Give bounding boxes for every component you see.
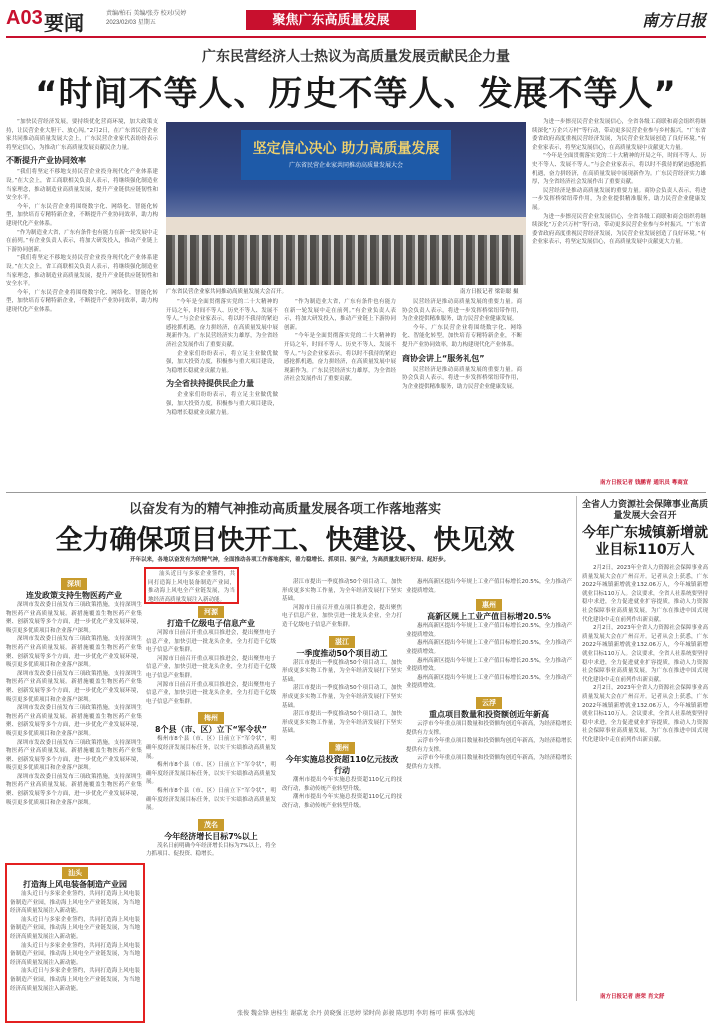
stage-screen (241, 130, 451, 180)
city-tag-shenzhen: 深圳 (61, 578, 87, 590)
story1-column-right (532, 118, 706, 473)
section-body: 云浮市今年重点项目数量和投资额均创近年新高，为经济稳增长提供有力支撑。 (406, 738, 572, 753)
highlighted-paragraph (144, 567, 239, 604)
story1-paragraph: “我们将坚定不移地支持民营企业投身现代化产业体系建设。”在大会上，省工商联相关负责人表示，将继续强化制造业当家理念，推动制造业高质量发展，提升产业链供应链韧性和安全水平。 (6, 255, 158, 288)
date-meta: 2023/02/03 星期五 (106, 20, 156, 26)
story1-paragraph: 民营经济是推动高质量发展的重要力量。商协会负责人表示，将进一步发挥桥梁纽带作用，为企业提供精准服务，助力民营企业健康发展。 (402, 299, 522, 323)
story2-column-3 (282, 578, 402, 1003)
section-body: 惠州高新区提出今年规上工业产值目标增长20.5%，全力推动产业提质增效。 (406, 674, 572, 690)
divider (6, 492, 706, 493)
page-number: A03 (6, 7, 43, 29)
section-body: 汕头近日与多家企业签约，共同打造海上风电装备制造产业园，推动海上风电全产业链发展，为当地经济高质量发展注入新动能。 (10, 942, 140, 966)
section-body: 深圳市发改委日前发布三项政策措施，支持深圳生物医药产业高质量发展。新措施覆盖生物医药产业集聚、创新发展等多个方面，进一步优化产业发展环境，吸引更多优质项目和企业落户深圳。 (6, 670, 142, 703)
section-body: 河源市日前召开重点项目推进会，提出聚焦电子信息产业，加快引进一批龙头企业，全力打造千亿级电子信息产业集群。 (146, 630, 276, 654)
section-body: 惠州高新区提出今年规上工业产值目标增长20.5%，全力推动产业提质增效。 (406, 623, 572, 638)
story1-lead: “加快民营经济发展，要持续优化营商环境，加大政策支持，让民营企业大胆干、放心闯。”2月2日，在广东省民营企业家共同推动高质量发展大会上，广东民营企业家代表纷纷表示将坚定信心，为推动广东高质量发展贡献民企力量。 (6, 119, 158, 151)
screen-subtitle: 广东省民营企业家共同推动高质量发展大会 (288, 162, 403, 169)
section-body: 汕头近日与多家企业签约，共同打造海上风电装备制造产业园，推动海上风电全产业链发展，为当地经济高质量发展注入新动能。 (10, 891, 140, 915)
city-tag-heyuan: 河源 (198, 606, 224, 618)
section-body: 湛江市提出一季度推动50个项目动工，加快形成更多实物工作量，为全年经济发展打下坚实基础。 (282, 711, 402, 735)
story1-paragraph: 民营经济是推动高质量发展的重要力量。商协会负责人表示，将进一步发挥桥梁纽带作用，为企业提供精准服务，助力民营企业健康发展。 (532, 187, 706, 211)
story3-body (582, 564, 708, 988)
story1-paragraph: 为进一步擦亮民营企业发展信心，全省各级工商联和商会组织将继续深化“万企兴万村”等行动，带动更多民营企业参与乡村振兴。“广东省委省政府高度重视民营经济发展，为民营企业发展创造了良好环境。”有企业家表示，将坚定发展信心，在高质量发展中贡献更大力量。 (532, 213, 706, 246)
story3-paragraph: 2月2日，2023年全省人力资源社会保障事业高质量发展大会在广州召开。记者从会上获悉，广东2022年城镇新增就业132.06万人，今年城镇新增就业目标110万人。会议要求，全省人社系统要坚持稳中求进，全力促进就业扩容提质，推动人力资源社会保障事业高质量发展，为广东在推进中国式现代化建设中走在前列作出新贡献。 (582, 685, 708, 743)
section-body: 湛江市提出一季度推动50个项目动工，加快形成更多实物工作量，为全年经济发展打下坚实基础。 (282, 579, 402, 603)
story1-paragraph: “作为制造业大省，广东有条件也有能力在新一轮发展中走在前列。”有企业负责人表示，将加大研发投入，推动产业链上下游协同创新。 (284, 299, 396, 331)
city-tag-shantou: 汕头 (62, 867, 88, 879)
story2-column-2 (146, 606, 276, 1003)
section-title-shantou: 打造海上风电装备制造产业园 (23, 880, 127, 889)
section-name: 要闻 (44, 13, 84, 35)
section-body: 梅州市8个县（市、区）日前立下“军令状”，明确年度经济发展目标任务，以实干实绩推动高质量发展。 (146, 787, 276, 812)
story2-column-4 (406, 578, 572, 1003)
section-body: 茂名日前明确今年经济增长目标为7%以上，将全力抓项目、促投资、稳增长。 (146, 842, 276, 858)
section-body: 深圳市发改委日前发布三项政策措施，支持深圳生物医药产业高质量发展。新措施覆盖生物医药产业集聚、创新发展等多个方面，进一步优化产业发展环境，吸引更多优质项目和企业落户深圳。 (6, 773, 142, 806)
editor-meta: 责编/柏石 美编/张芬 校对/吴婷 (106, 11, 187, 17)
section-body: 惠州高新区提出今年规上工业产值目标增长20.5%，全力推动产业提质增效。 (406, 640, 572, 655)
story1-subhead-2: 为全省扶持提供民企力量 (166, 379, 254, 389)
story1-subhead-3: 商协会讲上“服务礼包” (402, 353, 485, 363)
stage (166, 217, 526, 235)
topic-banner: 聚焦广东高质量发展 (246, 10, 416, 30)
section-body: 深圳市发改委日前发布三项政策措施，支持深圳生物医药产业高质量发展。新措施覆盖生物医药产业集聚、创新发展等多个方面，进一步优化产业发展环境，吸引更多优质项目和企业落户深圳。 (6, 739, 142, 772)
story1-column-4 (402, 298, 522, 488)
section-title-zhanjiang: 一季度推动50个项目动工 (296, 648, 388, 658)
city-tag-meizhou: 梅州 (198, 712, 224, 724)
story2-lead: 开年以来，各地以奋发有为的精气神，全面推动各项工作落地落实，着力稳增长、抓项目、强产业，为高质量发展开好局、起好步。 (130, 557, 450, 563)
section-body: 深圳市发改委日前发布三项政策措施，支持深圳生物医药产业高质量发展。新措施覆盖生物医药产业集聚、创新发展等多个方面，进一步优化产业发展环境，吸引更多优质项目和企业落户深圳。 (6, 602, 142, 634)
story1-column-2 (166, 298, 278, 488)
section-title-chaozhou: 今年实施总投资超110亿元技改行动 (285, 754, 399, 775)
story1-headline: “时间不等人、历史不等人、发展不等人” (35, 74, 677, 114)
story1-subhead-1: 不断提升产业协同效率 (6, 156, 86, 166)
story1-paragraph: 企业家们纷纷表示，将立足主业做优做强，加大投资力度，积极参与重大项目建设，为稳增长稳就业贡献力量。 (166, 350, 278, 374)
story3-kicker: 全省人力资源社会保障事业高质量发展大会召开 (582, 500, 709, 521)
section-title-heyuan: 打造千亿级电子信息产业 (167, 619, 255, 628)
story1-paragraph: “我们将坚定不移地支持民营企业投身现代化产业体系建设。”在大会上，省工商联相关负责人表示，将继续强化制造业当家理念，推动制造业高质量发展，提升产业链供应链韧性和安全水平。 (6, 169, 158, 202)
story3-byline: 南方日报记者 唐荣 肖文舒 (600, 994, 665, 1000)
section-body: 梅州市8个县（市、区）日前立下“军令状”，明确年度经济发展目标任务，以实干实绩推动高质量发展。 (146, 736, 276, 760)
section-body: 惠州高新区提出今年规上工业产值目标增长20.5%，全力推动产业提质增效。 (406, 579, 572, 594)
story1-paragraph: 今年，广东民营企业将围绕数字化、网络化、智能化转型，加快培育专精特新企业，不断提升产业协同效率，助力构建现代化产业体系。 (6, 289, 158, 313)
story3-paragraph: 2月2日，2023年全省人力资源社会保障事业高质量发展大会在广州召开。记者从会上获悉，广东2022年城镇新增就业132.06万人，今年城镇新增就业目标110万人。会议要求，全省人社系统要坚持稳中求进，全力促进就业扩容提质，推动人力资源社会保障事业高质量发展，为广东在推进中国式现代化建设中走在前列作出新贡献。 (582, 565, 708, 623)
city-tag-maoming: 茂名 (198, 819, 224, 831)
section-body: 惠州高新区提出今年规上工业产值目标增长20.5%，全力推动产业提质增效。 (406, 657, 572, 673)
section-body: 云浮市今年重点项目数量和投资额均创近年新高，为经济稳增长提供有力支撑。 (406, 755, 572, 770)
story1-byline: 南方日报记者 钱鹏青 通讯员 粤商宣 (600, 480, 689, 486)
photo-credit: 南方日报记者 梁钜聪 摄 (460, 289, 519, 295)
city-tag-zhanjiang: 湛江 (329, 636, 355, 648)
story1-paragraph: “今年是全面贯彻落实党的二十大精神的开局之年，时间不等人、历史不等人、发展不等人。”与会企业家表示，将以时不我待的紧迫感抢抓机遇，奋力拼经济，在高质量发展中展现新作为。广东民营经济实力雄厚，为全省经济社会发展作出了重要贡献。 (166, 299, 278, 348)
photo-caption: 广东省民营企业家共同推动高质量发展大会召开。 (166, 289, 288, 295)
story1-paragraph: 民营经济是推动高质量发展的重要力量。商协会负责人表示，将进一步发挥桥梁纽带作用，为企业提供精准服务，助力民营企业健康发展。 (402, 366, 522, 390)
story1-column-left (6, 118, 158, 488)
section-body: 深圳市发改委日前发布三项政策措施，支持深圳生物医药产业高质量发展。新措施覆盖生物医药产业集聚、创新发展等多个方面，进一步优化产业发展环境，吸引更多优质项目和企业落户深圳。 (6, 636, 142, 669)
section-body: 云浮市今年重点项目数量和投资额均创近年新高，为经济稳增长提供有力支撑。 (406, 720, 572, 736)
city-tag-huizhou: 惠州 (476, 599, 502, 611)
section-body: 河源市日前召开重点项目推进会，提出聚焦电子信息产业，加快引进一批龙头企业，全力打造千亿级电子信息产业集群。 (282, 604, 402, 628)
story1-column-3 (284, 298, 396, 488)
column-divider (576, 496, 577, 1001)
section-body: 汕头近日与多家企业签约，共同打造海上风电装备制造产业园，推动海上风电全产业链发展，为当地经济高质量发展注入新动能。 (148, 571, 235, 602)
story1-paragraph: 今年，广东民营企业将围绕数字化、网络化、智能化转型，加快培育专精特新企业，不断提升产业协同效率，助力构建现代化产业体系。 (402, 324, 522, 348)
city-tag-chaozhou: 潮州 (329, 742, 355, 754)
story3-paragraph: 2月2日，2023年全省人力资源社会保障事业高质量发展大会在广州召开。记者从会上获悉，广东2022年城镇新增就业132.06万人，今年城镇新增就业目标110万人。会议要求，全省人社系统要坚持稳中求进，全力促进就业扩容提质，推动人力资源社会保障事业高质量发展，为广东在推进中国式现代化建设中走在前列作出新贡献。 (582, 625, 708, 683)
section-body: 梅州市8个县（市、区）日前立下“军令状”，明确年度经济发展目标任务，以实干实绩推动高质量发展。 (146, 762, 276, 786)
story1-paragraph: 企业家们纷纷表示，将立足主业做优做强，加大投资力度，积极参与重大项目建设，为稳增长稳就业贡献力量。 (166, 392, 278, 416)
story3-headline: 今年广东城镇新增就业目标110万人 (582, 525, 708, 558)
section-title-shenzhen: 连发政策支持生物医药产业 (26, 591, 122, 600)
section-body: 汕头近日与多家企业签约，共同打造海上风电装备制造产业园，推动海上风电全产业链发展，为当地经济高质量发展注入新动能。 (10, 968, 140, 992)
section-title-huizhou: 高新区规上工业产值目标增20.5% (427, 612, 551, 622)
footer-credits: 张俊 魏金锋 唐桂生 谢嘉龙 余丹 黄晓强 汪思婷 梁时尚 彭骏 陈思明 李玥 杨可 崔琪 张冰纯 (237, 1011, 475, 1017)
section-body: 湛江市提出一季度推动50个项目动工，加快形成更多实物工作量，为全年经济发展打下坚实基础。 (282, 659, 402, 683)
section-title-meizhou: 8个县（市、区）立下“军令状” (154, 725, 268, 735)
section-body: 深圳市发改委日前发布三项政策措施，支持深圳生物医药产业高质量发展。新措施覆盖生物医药产业集聚、创新发展等多个方面，进一步优化产业发展环境，吸引更多优质项目和企业落户深圳。 (6, 705, 142, 737)
highlighted-section-shantou (5, 863, 145, 1023)
conference-photo (166, 122, 526, 285)
story1-paragraph: “今年是全面贯彻落实党的二十大精神的开局之年，时间不等人、历史不等人、发展不等人。”与会企业家表示，将以时不我待的紧迫感抢抓机遇，奋力拼经济，在高质量发展中展现新作为。广东民营经济实力雄厚，为全省经济社会发展作出了重要贡献。 (532, 153, 706, 186)
audience (166, 235, 526, 285)
section-title-yunfu: 重点项目数量和投资额创近年新高 (429, 709, 549, 719)
newspaper-logo: 南方日报 (641, 11, 706, 30)
screen-title: 坚定信心决心 助力高质量发展 (252, 141, 440, 157)
story1-paragraph: 今年，广东民营企业将围绕数字化、网络化、智能化转型，加快培育专精特新企业，不断提升产业协同效率，助力构建现代化产业体系。 (6, 203, 158, 227)
section-body: 汕头近日与多家企业签约，共同打造海上风电装备制造产业园，推动海上风电全产业链发展，为当地经济高质量发展注入新动能。 (10, 916, 140, 940)
story1-paragraph: 为进一步擦亮民营企业发展信心，全省各级工商联和商会组织将继续深化“万企兴万村”等行动，带动更多民营企业参与乡村振兴。“广东省委省政府高度重视民营经济发展，为民营企业发展创造了良好环境。”有企业家表示，将坚定发展信心，在高质量发展中贡献更大力量。 (532, 119, 706, 151)
section-body: 河源市日前召开重点项目推进会，提出聚焦电子信息产业，加快引进一批龙头企业，全力打造千亿级电子信息产业集群。 (146, 681, 276, 705)
section-body: 潮州市提出今年实施总投资超110亿元的技改行动，推动传统产业转型升级。 (282, 794, 402, 809)
story2-headline: 全力确保项目快开工、快建设、快见效 (55, 525, 515, 556)
city-tag-yunfu: 云浮 (476, 697, 502, 709)
section-title-maoming: 今年经济增长目标7%以上 (164, 831, 258, 841)
section-body: 潮州市提出今年实施总投资超110亿元的技改行动，推动传统产业转型升级。 (282, 776, 402, 792)
masthead (6, 4, 706, 38)
section-body: 湛江市提出一季度推动50个项目动工，加快形成更多实物工作量，为全年经济发展打下坚实基础。 (282, 685, 402, 709)
section-body: 河源市日前召开重点项目推进会，提出聚焦电子信息产业，加快引进一批龙头企业，全力打造千亿级电子信息产业集群。 (146, 655, 276, 679)
story1-paragraph: “今年是全面贯彻落实党的二十大精神的开局之年，时间不等人、历史不等人、发展不等人。”与会企业家表示，将以时不我待的紧迫感抢抓机遇，奋力拼经济，在高质量发展中展现新作为。广东民营经济实力雄厚，为全省经济社会发展作出了重要贡献。 (284, 333, 396, 383)
story1-kicker: 广东民营经济人士热议为高质量发展贡献民企力量 (202, 49, 510, 65)
story1-paragraph: “作为制造业大省，广东有条件也有能力在新一轮发展中走在前列。”有企业负责人表示，将加大研发投入，推动产业链上下游协同创新。 (6, 229, 158, 253)
story2-kicker: 以奋发有为的精气神推动高质量发展各项工作落地落实 (128, 502, 441, 517)
